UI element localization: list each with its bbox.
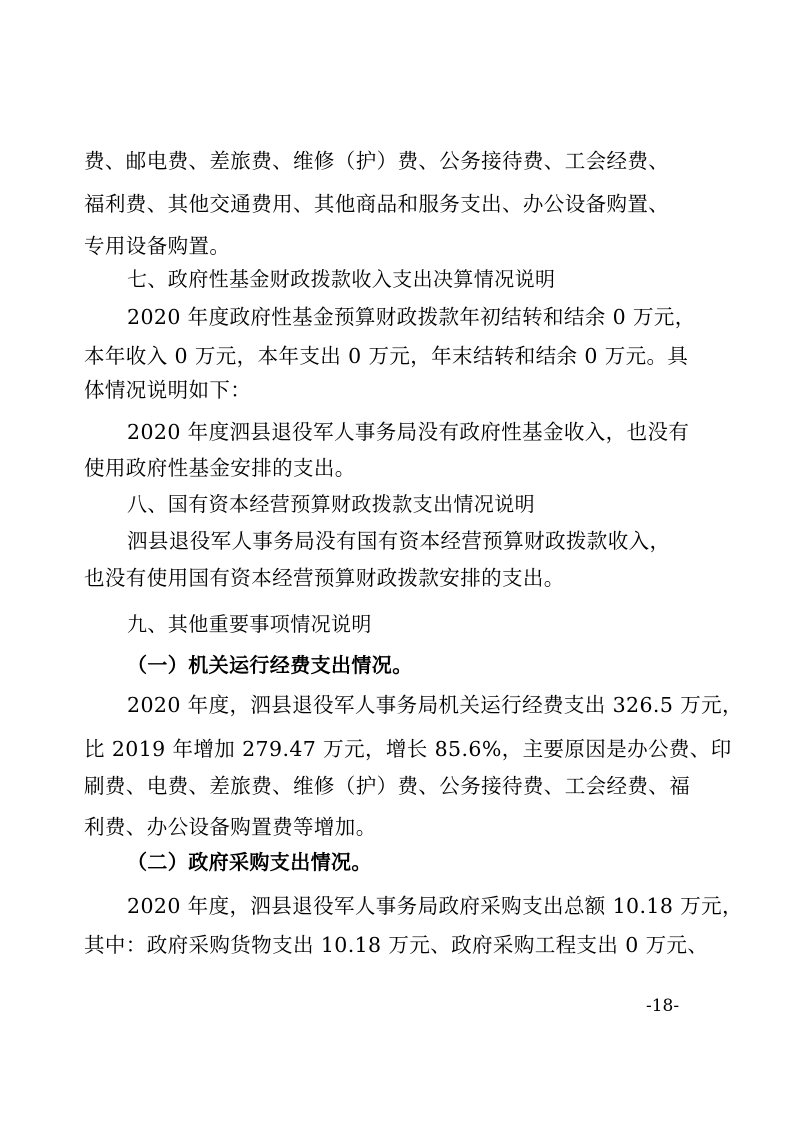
body-text-line: 2020 年度泗县退役军人事务局没有政府性基金收入，也没有 (127, 420, 690, 444)
body-text-line: 其中：政府采购货物支出 10.18 万元、政府采购工程支出 0 万元、 (84, 933, 709, 957)
body-text-line: 比 2019 年增加 279.47 万元，增长 85.6%，主要原因是办公费、印 (84, 737, 732, 761)
body-text-line: 2020 年度政府性基金预算财政拨款年初结转和结余 0 万元， (127, 305, 696, 329)
body-text-line: 2020 年度，泗县退役军人事务局机关运行经费支出 326.5 万元， (127, 693, 743, 717)
body-text-line: 利费、办公设备购置费等增加。 (84, 815, 377, 839)
body-text-line: 费、邮电费、差旅费、维修（护）费、公务接待费、工会经费、 (84, 149, 670, 173)
section-heading-8: 八、国有资本经营预算财政拨款支出情况说明 (127, 492, 535, 516)
body-text-line: 体情况说明如下： (84, 378, 252, 402)
body-text-line: 泗县退役军人事务局没有国有资本经营预算财政拨款收入， (127, 529, 671, 553)
body-text-line: 专用设备购置。 (84, 234, 231, 258)
body-text-line: 使用政府性基金安排的支出。 (84, 456, 356, 480)
body-text-line: 2020 年度，泗县退役军人事务局政府采购支出总额 10.18 万元， (127, 894, 743, 918)
section-heading-7: 七、政府性基金财政拨款收入支出决算情况说明 (127, 267, 556, 291)
body-text-line: 刷费、电费、差旅费、维修（护）费、公务接待费、工会经费、福 (84, 774, 691, 798)
body-text-line: 本年收入 0 万元，本年支出 0 万元，年末结转和结余 0 万元。具 (84, 344, 689, 368)
page-number: -18- (646, 996, 680, 1016)
body-text-line: 福利费、其他交通费用、其他商品和服务支出、办公设备购置、 (84, 192, 670, 216)
subsection-heading-2: （二）政府采购支出情况。 (127, 850, 372, 874)
body-text-line: 也没有使用国有资本经营预算财政拨款安排的支出。 (84, 566, 565, 590)
section-heading-9: 九、其他重要事项情况说明 (127, 612, 372, 636)
subsection-heading-1: （一）机关运行经费支出情况。 (127, 653, 413, 677)
